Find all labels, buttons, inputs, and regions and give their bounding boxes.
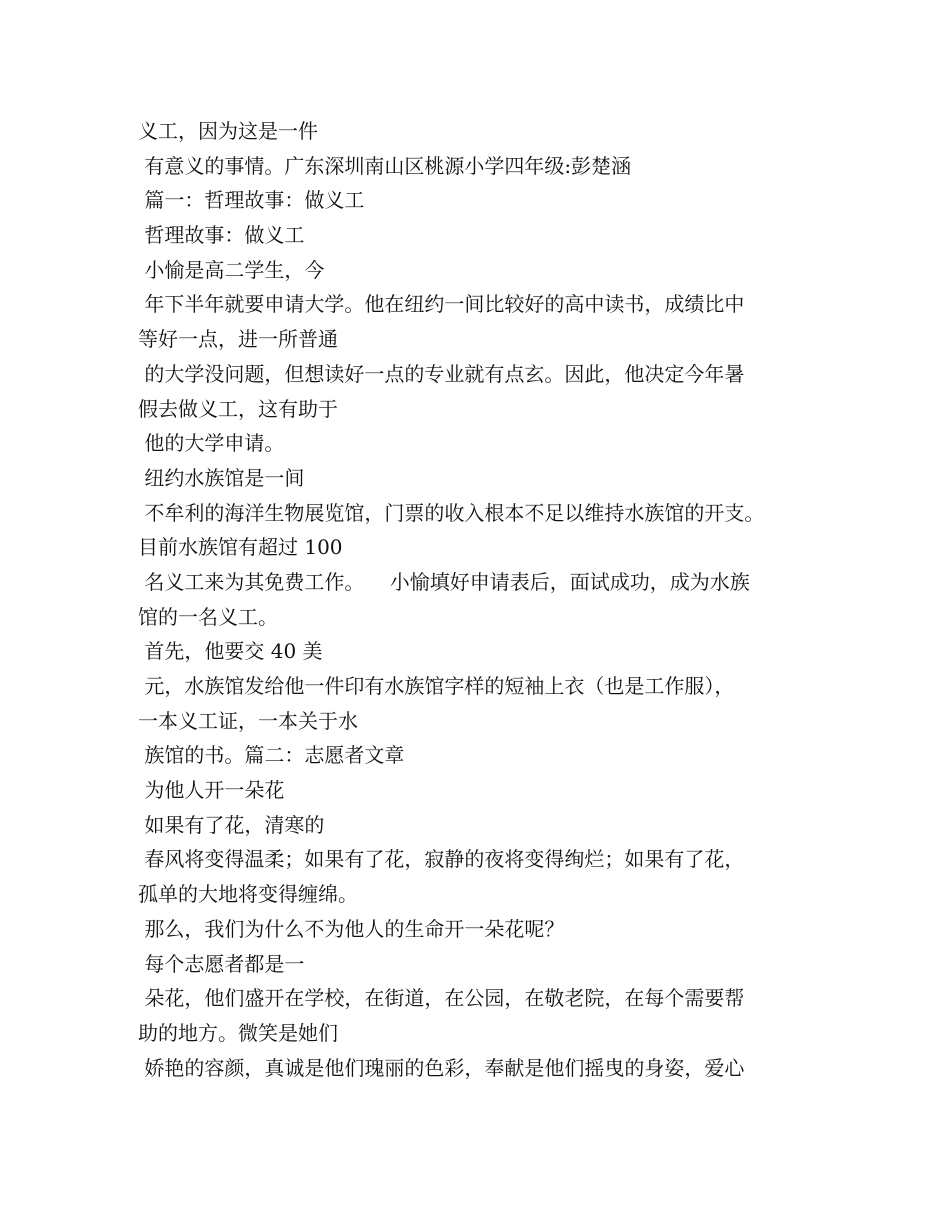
text-line: 等好一点，进一所普通 — [138, 327, 338, 352]
text-line: 小愉是高二学生，今 — [138, 257, 325, 282]
text-line: 那么，我们为什么不为他人的生命开一朵花呢？ — [138, 916, 565, 941]
text-line: 元，水族馆发给他一件印有水族馆字样的短袖上衣（也是工作服）， — [138, 674, 735, 698]
text-line: 每个志愿者都是一 — [138, 951, 305, 976]
text-line: 如果有了花，清寒的 — [138, 812, 325, 837]
text-line: 馆的一名义工。 — [138, 604, 278, 629]
text-line: 的大学没问题，但想读好一点的专业就有点玄。因此，他决定今年暑 — [138, 361, 745, 386]
text-line: 假去做义工，这有助于 — [138, 396, 338, 421]
text-line: 义工，因为这是一件 — [138, 119, 318, 143]
text-line: 一本义工证，一本关于水 — [138, 708, 358, 733]
text-line: 名义工来为其免费工作。 小愉填好申请表后，面试成功，成为水族 — [138, 569, 750, 594]
text-line: 朵花，他们盛开在学校，在街道，在公园，在敬老院，在每个需要帮 — [138, 986, 745, 1011]
text-line: 哲理故事：做义工 — [138, 223, 305, 248]
text-line: 孤单的大地将变得缠绵。 — [138, 882, 358, 907]
text-line: 年下半年就要申请大学。他在纽约一间比较好的高中读书，成绩比中 — [138, 292, 745, 317]
text-line: 目前水族馆有超过 100 — [138, 535, 343, 560]
text-line: 不牟利的海洋生物展览馆，门票的收入根本不足以维持水族馆的开支。 — [138, 500, 765, 525]
text-line: 族馆的书。篇二：志愿者文章 — [138, 743, 405, 768]
text-line: 助的地方。微笑是她们 — [138, 1020, 338, 1045]
text-line: 篇一：哲理故事：做义工 — [138, 188, 365, 213]
text-line: 有意义的事情。广东深圳南山区桃源小学四年级:彭楚涵 — [138, 153, 632, 178]
document-body — [138, 114, 828, 1085]
text-line: 纽约水族馆是一间 — [138, 465, 305, 490]
text-line: 他的大学申请。 — [138, 431, 285, 456]
text-line: 娇艳的容颜，真诚是他们瑰丽的色彩，奉献是他们摇曳的身姿，爱心 — [138, 1055, 745, 1080]
text-line: 春风将变得温柔；如果有了花，寂静的夜将变得绚烂；如果有了花， — [138, 847, 745, 872]
text-line: 为他人开一朵花 — [138, 778, 285, 803]
text-line: 首先，他要交 40 美 — [138, 639, 323, 664]
